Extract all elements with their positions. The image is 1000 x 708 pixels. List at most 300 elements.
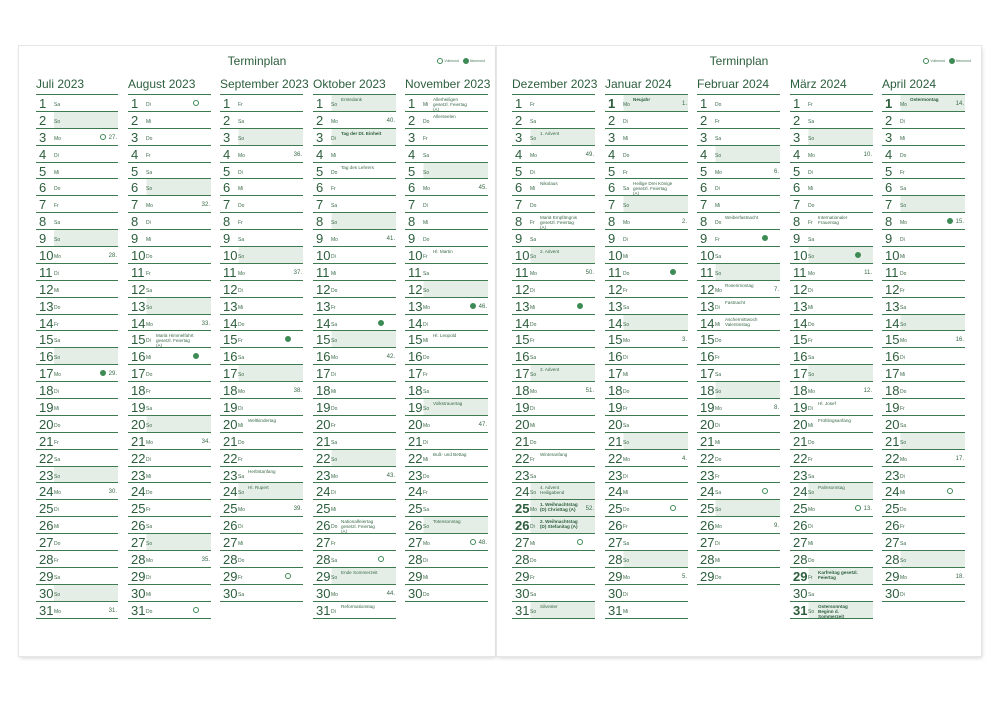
- day-row: [313, 551, 396, 568]
- day-number: 9: [223, 231, 231, 247]
- day-row: [313, 281, 396, 298]
- day-number: 12: [131, 281, 146, 297]
- day-row: [512, 500, 595, 517]
- day-event: Ostermontag: [910, 97, 939, 102]
- day-row: [790, 129, 873, 146]
- weekday: So: [238, 254, 245, 261]
- day-number: 10: [316, 248, 331, 264]
- day-row: [790, 112, 873, 129]
- weekday: Di: [54, 152, 59, 159]
- weekday: Sa: [423, 389, 430, 396]
- day-row: [790, 146, 873, 163]
- day-event: Nikolaus: [540, 181, 558, 187]
- day-row: [512, 281, 595, 298]
- day-row: [220, 534, 303, 551]
- weekday: Di: [623, 591, 628, 598]
- weekday: Mo: [715, 406, 722, 413]
- day-row: [790, 483, 873, 500]
- day-row: [512, 298, 595, 315]
- day-number: 7: [223, 197, 231, 213]
- weekday: Mo: [623, 456, 630, 463]
- day-row: [220, 399, 303, 416]
- weekday: So: [146, 422, 153, 429]
- weekday: Fr: [331, 304, 336, 311]
- day-event: Winteranfang: [540, 451, 568, 457]
- day-row: [220, 264, 303, 281]
- full-moon-icon: [762, 488, 768, 494]
- weekday: Fr: [808, 574, 813, 581]
- day-number: 17: [700, 366, 715, 382]
- day-number: 17: [408, 366, 423, 382]
- weekday: Sa: [715, 372, 722, 379]
- weekday: Di: [623, 473, 628, 480]
- day-row: [36, 230, 118, 247]
- day-row: [790, 416, 873, 433]
- day-row: [882, 315, 965, 332]
- weekday: Do: [54, 541, 61, 548]
- day-number: 26: [885, 518, 900, 534]
- weekday: Mi: [623, 372, 629, 379]
- weekday: So: [146, 541, 153, 548]
- day-row: [220, 112, 303, 129]
- day-row: [313, 315, 396, 332]
- day-row: [697, 112, 780, 129]
- day-number: 30: [608, 585, 623, 601]
- day-number: 13: [316, 298, 331, 314]
- day-row: [220, 365, 303, 382]
- day-row: [405, 331, 488, 348]
- day-number: 19: [408, 400, 423, 416]
- weekday: Sa: [900, 422, 907, 429]
- weekday: Di: [54, 507, 59, 514]
- day-row: [697, 551, 780, 568]
- weekday: Sa: [623, 186, 630, 193]
- day-number: 22: [223, 450, 238, 466]
- day-number: 2: [608, 112, 616, 128]
- weekday: Mo: [238, 507, 245, 514]
- day-number: 3: [223, 129, 231, 145]
- day-number: 30: [39, 585, 54, 601]
- day-row: [790, 585, 873, 602]
- weekday: Fr: [715, 473, 720, 480]
- day-row: [697, 517, 780, 534]
- weekday: Mi: [623, 135, 629, 142]
- full-moon-icon: [285, 573, 291, 579]
- day-row: [128, 483, 211, 500]
- day-row: [605, 500, 688, 517]
- day-number: 22: [131, 450, 146, 466]
- month-name: März 2024: [790, 76, 873, 95]
- month-name: August 2023: [128, 76, 211, 95]
- day-number: 9: [39, 231, 47, 247]
- day-row: [697, 416, 780, 433]
- day-row: [128, 179, 211, 196]
- day-row: [605, 281, 688, 298]
- weekday: Sa: [423, 270, 430, 277]
- week-number: 48.: [478, 540, 487, 547]
- day-row: [405, 247, 488, 264]
- weekday: So: [900, 321, 907, 328]
- day-row: [405, 585, 488, 602]
- day-event: Herbstanfang: [248, 468, 276, 474]
- day-number: 10: [608, 248, 623, 264]
- weekday: Fr: [146, 507, 151, 514]
- day-event: 2. Advent: [540, 249, 560, 255]
- day-number: 16: [316, 349, 331, 365]
- weekday: Di: [423, 321, 428, 328]
- day-number: 6: [131, 180, 139, 196]
- day-number: 14: [316, 315, 331, 331]
- day-row: [697, 247, 780, 264]
- day-number: 21: [885, 433, 900, 449]
- day-number: 16: [885, 349, 900, 365]
- day-number: 11: [793, 264, 807, 280]
- weekday: Sa: [715, 254, 722, 261]
- day-row: [313, 534, 396, 551]
- day-number: 3: [608, 129, 616, 145]
- day-number: 23: [793, 467, 808, 483]
- day-number: 21: [408, 433, 423, 449]
- day-number: 18: [408, 383, 423, 399]
- day-row: [36, 247, 118, 264]
- day-row: [36, 213, 118, 230]
- new-moon-icon: [470, 303, 476, 309]
- day-number: 29: [39, 568, 54, 584]
- weekday: Di: [331, 135, 336, 142]
- day-row: [790, 551, 873, 568]
- day-row: [36, 585, 118, 602]
- weekday: So: [900, 558, 907, 565]
- day-number: 20: [316, 416, 331, 432]
- weekday: Fr: [146, 152, 151, 159]
- weekday: Do: [715, 574, 722, 581]
- weekday: So: [423, 524, 430, 531]
- day-number: 14: [39, 315, 54, 331]
- sheet-title: Terminplan: [227, 54, 287, 68]
- weekday: So: [54, 237, 61, 244]
- weekday: Do: [146, 135, 153, 142]
- day-event: Hl. Leopold: [433, 333, 457, 339]
- day-row: [313, 382, 396, 399]
- day-number: 8: [316, 214, 324, 230]
- new-moon-icon: [100, 370, 106, 376]
- day-number: 20: [700, 416, 715, 432]
- day-row: [128, 399, 211, 416]
- day-number: 21: [515, 433, 530, 449]
- weekday: Sa: [530, 237, 537, 244]
- weekday: Di: [808, 287, 813, 294]
- weekday: Fr: [900, 287, 905, 294]
- day-number: 17: [223, 366, 238, 382]
- day-row: [313, 433, 396, 450]
- day-row: [512, 416, 595, 433]
- weekday: Mi: [238, 541, 244, 548]
- day-number: 24: [131, 484, 146, 500]
- day-row: [128, 264, 211, 281]
- week-number: 39.: [293, 506, 302, 513]
- day-number: 18: [608, 383, 623, 399]
- weekday: So: [715, 152, 722, 159]
- new-moon-icon: [378, 320, 384, 326]
- day-number: 30: [223, 585, 238, 601]
- weekday: Sa: [715, 490, 722, 497]
- week-number: 3.: [681, 337, 687, 344]
- weekday: So: [900, 203, 907, 210]
- day-number: 2: [316, 112, 324, 128]
- day-number: 19: [131, 400, 146, 416]
- day-row: [36, 433, 118, 450]
- day-number: 22: [700, 450, 715, 466]
- day-number: 28: [39, 552, 54, 568]
- day-row: [697, 264, 780, 281]
- day-row: [882, 433, 965, 450]
- day-row: [512, 517, 595, 534]
- weekday: Fr: [530, 574, 535, 581]
- day-number: 21: [223, 433, 238, 449]
- week-number: 5.: [681, 573, 687, 580]
- day-row: [405, 315, 488, 332]
- weekday: Do: [238, 321, 245, 328]
- weekday: Mo: [530, 152, 537, 159]
- day-number: 20: [131, 416, 146, 432]
- day-row: [313, 365, 396, 382]
- month-column: [220, 76, 309, 602]
- weekday: So: [146, 304, 153, 311]
- day-row: [697, 534, 780, 551]
- day-row: [605, 467, 688, 484]
- day-row: [790, 331, 873, 348]
- day-row: [882, 382, 965, 399]
- week-number: 16.: [955, 337, 964, 344]
- weekday: Mo: [238, 270, 245, 277]
- weekday: Do: [900, 507, 907, 514]
- week-number: 18.: [955, 573, 964, 580]
- day-row: [36, 382, 118, 399]
- weekday: Do: [423, 473, 430, 480]
- weekday: Mo: [423, 304, 430, 311]
- day-number: 26: [223, 518, 238, 534]
- day-number: 18: [515, 383, 530, 399]
- day-number: 3: [515, 129, 523, 145]
- day-event: Heilige Drei Könige gesetzl. Feiertag (A): [633, 181, 673, 197]
- day-row: [605, 517, 688, 534]
- weekday: Mo: [623, 220, 630, 227]
- day-number: 23: [223, 467, 238, 483]
- weekday: Mo: [54, 254, 61, 261]
- day-number: 8: [885, 214, 893, 230]
- day-number: 3: [700, 129, 708, 145]
- weekday: Mi: [900, 254, 906, 261]
- weekday: Do: [423, 355, 430, 362]
- day-number: 16: [793, 349, 808, 365]
- weekday: Di: [900, 591, 905, 598]
- weekday: Mi: [146, 355, 152, 362]
- day-number: 27: [793, 535, 808, 551]
- day-number: 17: [885, 366, 900, 382]
- day-event: 4. Advent Heiligabend: [540, 485, 565, 496]
- day-number: 10: [700, 248, 715, 264]
- day-number: 1: [131, 96, 139, 111]
- weekday: Fr: [54, 203, 59, 210]
- day-number: 14: [793, 315, 808, 331]
- weekday: So: [530, 372, 537, 379]
- day-event: Allerheiligen gesetzl. Feiertag (A): [433, 97, 467, 112]
- day-number: 14: [515, 315, 530, 331]
- day-number: 26: [608, 518, 623, 534]
- day-number: 26: [515, 518, 530, 534]
- weekday: Sa: [146, 287, 153, 294]
- day-number: 7: [515, 197, 523, 213]
- day-event: 1. Weihnachtstag (D) Christtag (A): [540, 502, 578, 513]
- day-number: 23: [39, 467, 54, 483]
- day-row: [605, 112, 688, 129]
- weekday: So: [146, 186, 153, 193]
- day-number: 25: [223, 501, 238, 517]
- day-row: [313, 112, 396, 129]
- day-row: [128, 348, 211, 365]
- day-row: [512, 399, 595, 416]
- weekday: Di: [331, 254, 336, 261]
- day-number: 14: [408, 315, 423, 331]
- day-row: [512, 264, 595, 281]
- full-moon-icon: [923, 58, 929, 64]
- weekday: So: [423, 287, 430, 294]
- day-row: [697, 382, 780, 399]
- full-moon-icon: [855, 505, 861, 511]
- week-number: 37.: [293, 269, 302, 276]
- day-number: 30: [316, 585, 331, 601]
- day-number: 20: [408, 416, 423, 432]
- week-number: 35.: [201, 557, 210, 564]
- full-moon-icon: [437, 58, 443, 64]
- month-column: [405, 76, 491, 602]
- weekday: Di: [530, 169, 535, 176]
- weekday: So: [530, 135, 537, 142]
- week-number: 27.: [108, 134, 117, 141]
- weekday: Fr: [623, 524, 628, 531]
- day-row: [882, 450, 965, 467]
- day-number: 29: [223, 568, 238, 584]
- week-number: 33.: [201, 320, 210, 327]
- weekday: Fr: [530, 456, 535, 463]
- week-number: 31.: [108, 607, 117, 614]
- weekday: Do: [808, 439, 815, 446]
- day-number: 19: [608, 400, 623, 416]
- day-number: 2: [515, 112, 523, 128]
- weekday: Di: [900, 355, 905, 362]
- day-event: Rosenmontag: [725, 282, 754, 288]
- day-number: 1: [608, 96, 616, 111]
- weekday: Di: [900, 237, 905, 244]
- day-number: 19: [223, 400, 238, 416]
- day-number: 8: [39, 214, 47, 230]
- day-row: [882, 348, 965, 365]
- day-number: 12: [700, 281, 715, 297]
- new-moon-icon: [949, 58, 955, 64]
- day-row: [605, 568, 688, 585]
- day-row: [882, 483, 965, 500]
- weekday: Sa: [623, 541, 630, 548]
- weekday: Fr: [146, 389, 151, 396]
- day-row: [220, 416, 303, 433]
- weekday: Mo: [623, 102, 630, 108]
- weekday: Mi: [715, 558, 721, 565]
- day-number: 11: [316, 264, 330, 280]
- weekday: Do: [715, 102, 722, 108]
- day-number: 2: [131, 112, 139, 128]
- weekday: Do: [331, 406, 338, 413]
- weekday: Do: [146, 608, 153, 615]
- day-row: [605, 551, 688, 568]
- day-event: Palmsonntag: [818, 485, 845, 491]
- day-row: [605, 264, 688, 281]
- day-number: 8: [700, 214, 708, 230]
- day-row: [605, 483, 688, 500]
- weekday: Fr: [54, 321, 59, 328]
- day-number: 6: [608, 180, 616, 196]
- day-row: [697, 230, 780, 247]
- day-number: 12: [793, 281, 808, 297]
- day-event: Weiberfastnacht: [725, 215, 759, 221]
- weekday: Mi: [900, 490, 906, 497]
- month-column: [882, 76, 965, 602]
- weekday: So: [808, 254, 815, 261]
- week-number: 2.: [681, 219, 687, 226]
- day-row: [697, 450, 780, 467]
- weekday: Do: [530, 321, 537, 328]
- day-row: [697, 331, 780, 348]
- day-row: [220, 331, 303, 348]
- day-row: [882, 298, 965, 315]
- day-number: 30: [408, 585, 423, 601]
- week-number: 46.: [478, 303, 487, 310]
- day-number: 13: [700, 298, 715, 314]
- month-name: April 2024: [882, 76, 965, 95]
- day-row: [128, 331, 211, 348]
- weekday: Di: [530, 287, 535, 294]
- weekday: Fr: [808, 456, 813, 463]
- weekday: Mi: [623, 490, 629, 497]
- day-number: 30: [131, 585, 146, 601]
- day-row: [313, 196, 396, 213]
- day-number: 23: [515, 467, 530, 483]
- day-number: 8: [131, 214, 139, 230]
- week-number: 1.: [681, 101, 687, 107]
- day-row: [512, 146, 595, 163]
- day-number: 16: [700, 349, 715, 365]
- day-row: [605, 315, 688, 332]
- day-number: 25: [608, 501, 623, 517]
- weekday: Mo: [423, 422, 430, 429]
- day-row: [313, 163, 396, 180]
- day-row: [405, 467, 488, 484]
- day-row: [882, 146, 965, 163]
- weekday: Mi: [808, 186, 814, 193]
- day-row: [790, 450, 873, 467]
- weekday: Mi: [530, 186, 536, 193]
- day-row: [790, 467, 873, 484]
- day-number: 4: [39, 146, 47, 162]
- weekday: So: [623, 321, 630, 328]
- weekday: Do: [808, 321, 815, 328]
- weekday: Mi: [423, 338, 429, 345]
- day-row: [36, 568, 118, 585]
- day-number: 7: [39, 197, 47, 213]
- day-number: 5: [515, 163, 523, 179]
- day-number: 2: [408, 112, 416, 128]
- weekday: Sa: [146, 406, 153, 413]
- day-row: [882, 95, 965, 112]
